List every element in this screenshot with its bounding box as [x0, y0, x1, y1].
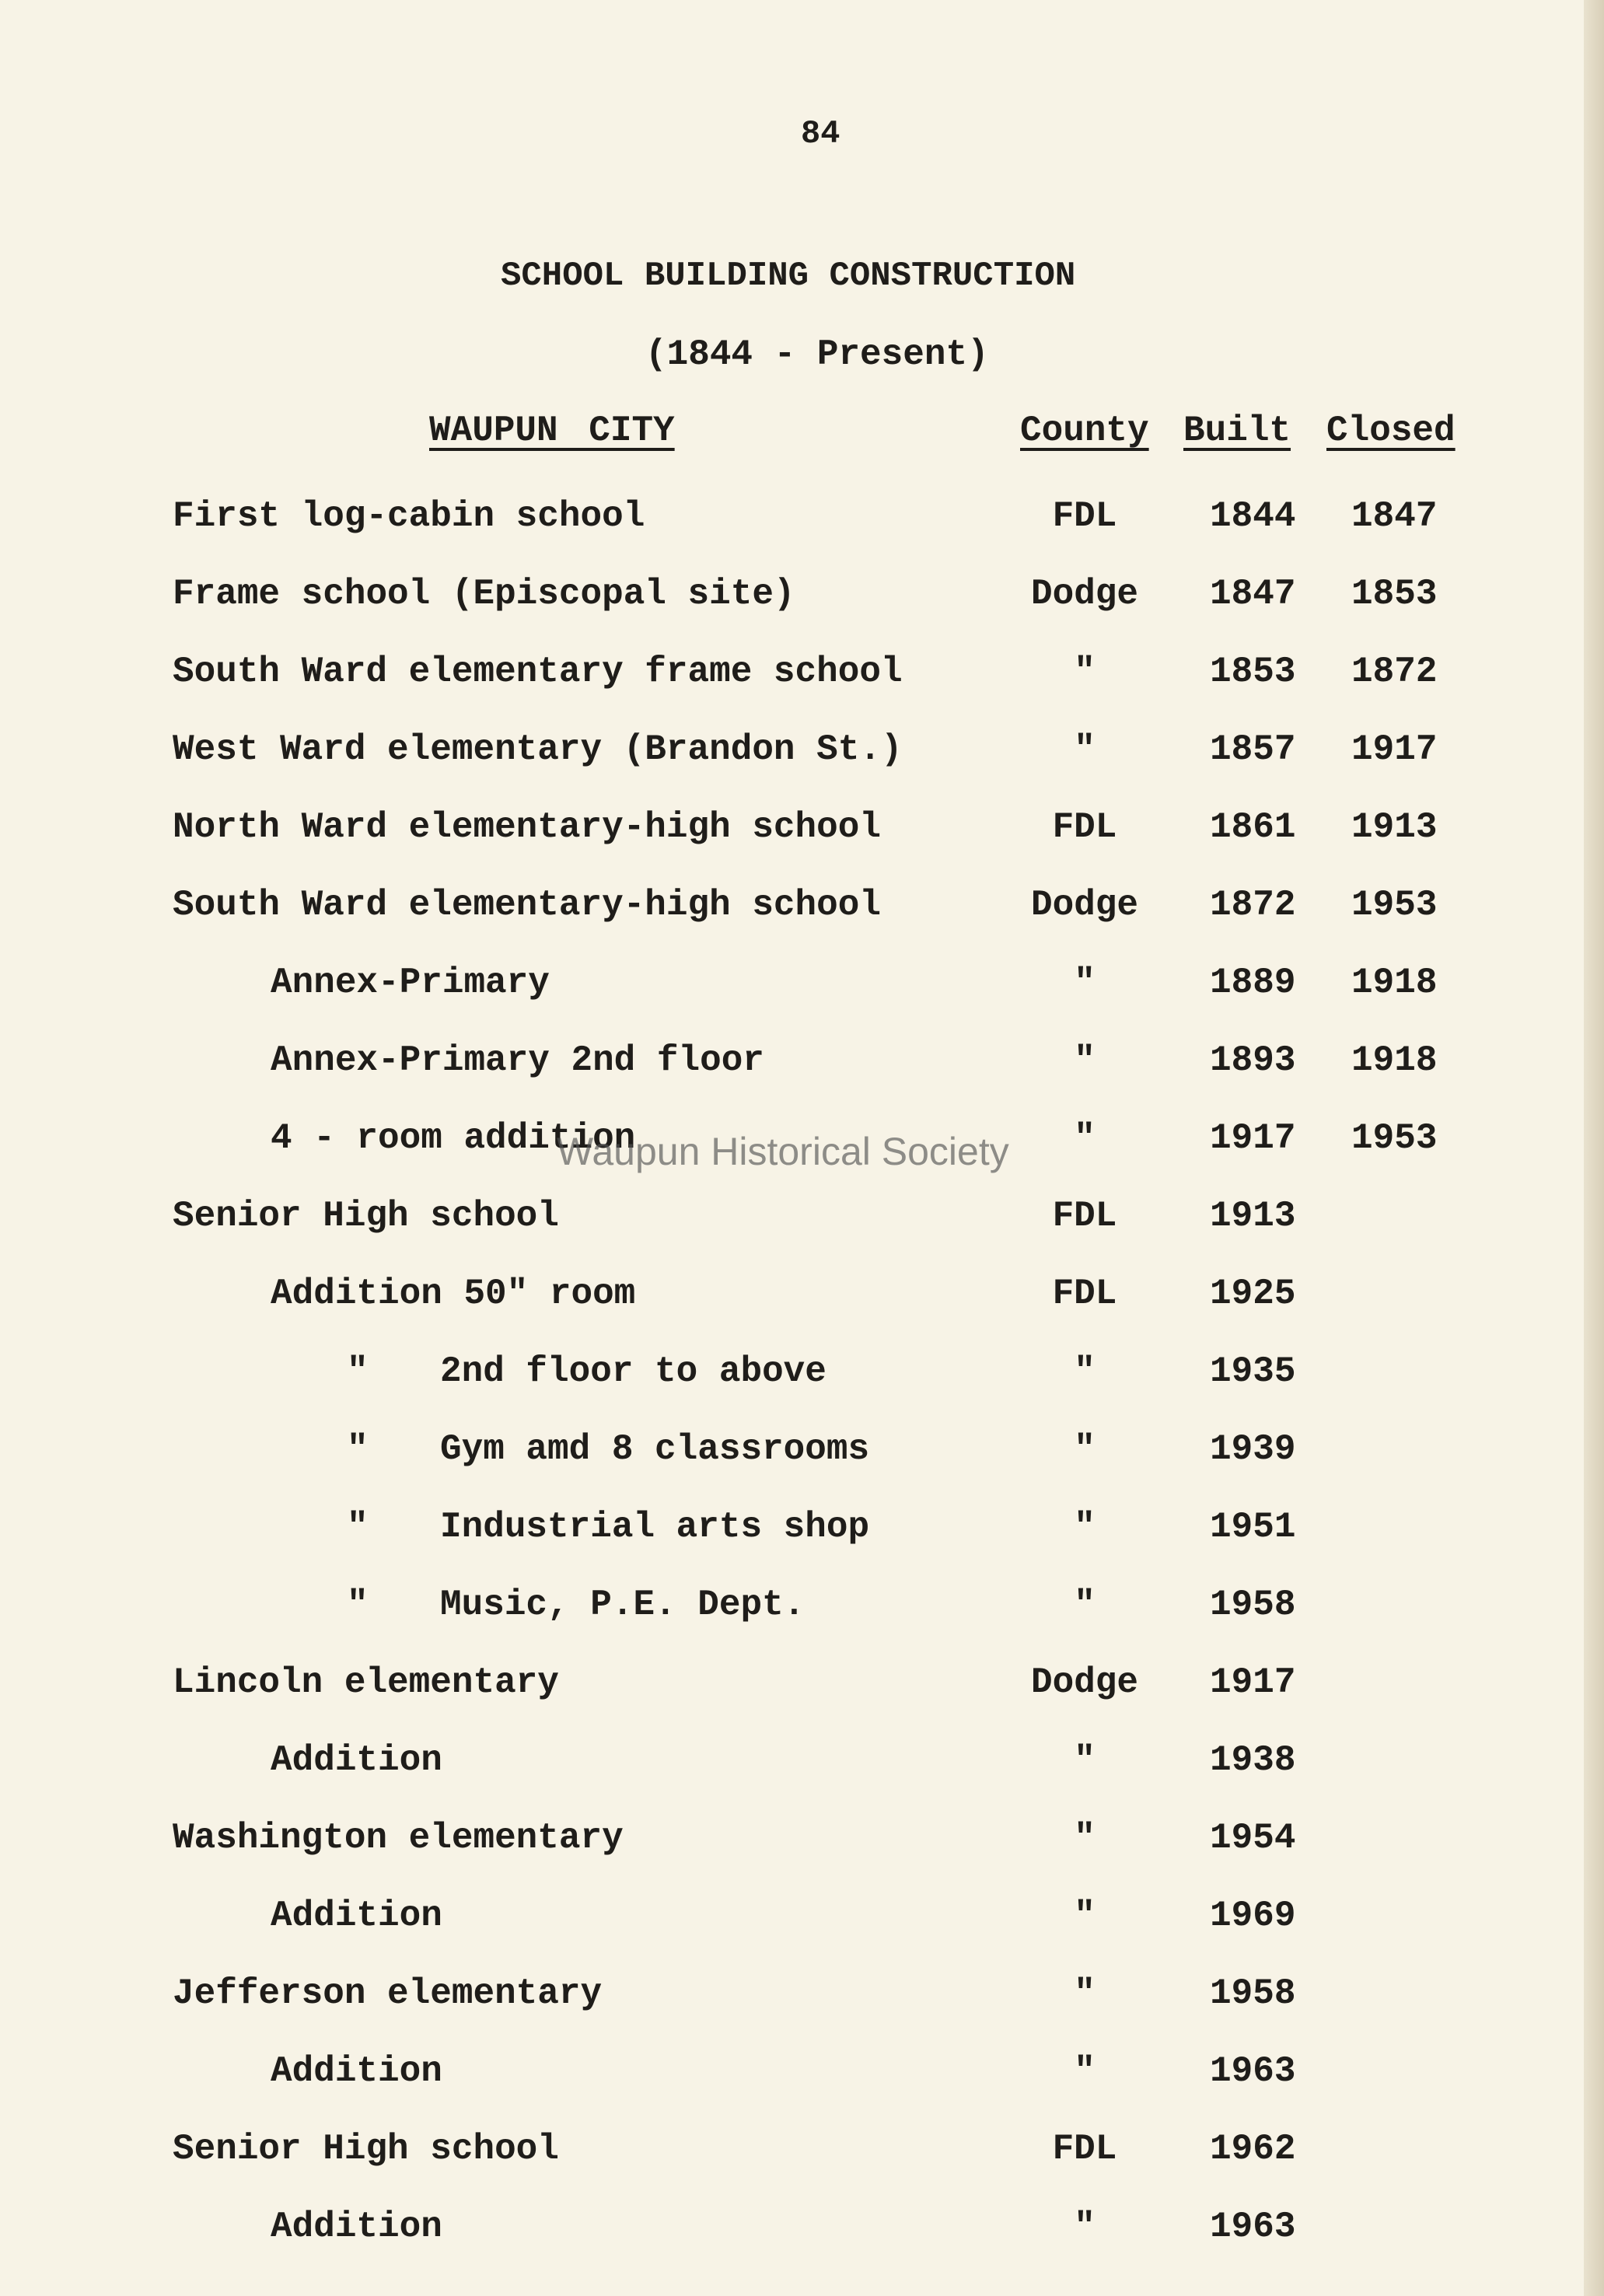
built-year: 1913	[1210, 1196, 1296, 1236]
table-row	[0, 2203, 1604, 2250]
school-name: North Ward elementary-high school	[173, 807, 881, 847]
school-name: Senior High school	[173, 2129, 559, 2169]
school-name: Addition	[271, 2051, 442, 2092]
ditto-mark: "	[347, 1351, 369, 1392]
ditto-mark: "	[347, 1429, 369, 1470]
county: "	[1074, 729, 1096, 770]
school-name: Lincoln elementary	[173, 1662, 559, 1703]
school-name: West Ward elementary (Brandon St.)	[173, 729, 903, 770]
county: "	[1074, 652, 1096, 692]
school-name: Washington elementary	[173, 1818, 624, 1858]
built-year: 1917	[1210, 1662, 1296, 1703]
table-row	[0, 1504, 1604, 1550]
county: "	[1074, 1585, 1096, 1625]
page-title: SCHOOL BUILDING CONSTRUCTION	[501, 257, 1076, 295]
header-built: Built	[1183, 411, 1291, 451]
built-year: 1962	[1210, 2129, 1296, 2169]
built-year: 1844	[1210, 496, 1296, 536]
built-year: 1872	[1210, 885, 1296, 925]
county: "	[1074, 1118, 1096, 1158]
table-row	[0, 1659, 1604, 1706]
county: "	[1074, 1818, 1096, 1858]
built-year: 1857	[1210, 729, 1296, 770]
closed-year: 1847	[1351, 496, 1438, 536]
closed-year: 1917	[1351, 729, 1438, 770]
table-row	[0, 726, 1604, 773]
school-name: First log-cabin school	[173, 496, 645, 536]
closed-year: 1918	[1351, 963, 1438, 1003]
built-year: 1938	[1210, 1740, 1296, 1781]
closed-year: 1953	[1351, 885, 1438, 925]
built-year: 1958	[1210, 1585, 1296, 1625]
closed-year: 1872	[1351, 652, 1438, 692]
school-name: Addition	[271, 1896, 442, 1936]
table-row	[0, 2048, 1604, 2095]
built-year: 1889	[1210, 963, 1296, 1003]
closed-year: 1853	[1351, 574, 1438, 614]
school-name: Industrial arts shop	[440, 1507, 870, 1547]
watermark: Waupun Historical Society	[557, 1130, 1009, 1173]
built-year: 1939	[1210, 1429, 1296, 1470]
built-year: 1853	[1210, 652, 1296, 692]
school-name: Addition 50" room	[271, 1274, 636, 1314]
header-county: County	[1020, 411, 1149, 451]
school-name: Addition	[271, 2207, 442, 2247]
closed-year: 1913	[1351, 807, 1438, 847]
table-row	[0, 1892, 1604, 1939]
table-row	[0, 2126, 1604, 2172]
table-row	[0, 1970, 1604, 2017]
county: FDL	[1052, 496, 1117, 536]
table-row	[0, 648, 1604, 695]
school-name: Music, P.E. Dept.	[440, 1585, 805, 1625]
county: FDL	[1052, 2129, 1117, 2169]
built-year: 1969	[1210, 1896, 1296, 1936]
built-year: 1963	[1210, 2051, 1296, 2092]
school-name: Frame school (Episcopal site)	[173, 574, 795, 614]
county: "	[1074, 2207, 1096, 2247]
header-closed: Closed	[1326, 411, 1455, 451]
county: "	[1074, 963, 1096, 1003]
built-year: 1954	[1210, 1818, 1296, 1858]
closed-year: 1918	[1351, 1040, 1438, 1081]
table-row	[0, 1737, 1604, 1784]
school-name: Annex-Primary 2nd floor	[271, 1040, 764, 1081]
ditto-mark: "	[347, 1585, 369, 1625]
table-row	[0, 1037, 1604, 1084]
county: Dodge	[1030, 574, 1139, 614]
closed-year: 1953	[1351, 1118, 1438, 1158]
table-row	[0, 1581, 1604, 1628]
county: "	[1074, 1507, 1096, 1547]
county: FDL	[1052, 807, 1117, 847]
built-year: 1861	[1210, 807, 1296, 847]
county: Dodge	[1030, 885, 1139, 925]
county: "	[1074, 1740, 1096, 1781]
built-year: 1893	[1210, 1040, 1296, 1081]
table-row	[0, 493, 1604, 540]
county: "	[1074, 1429, 1096, 1470]
county: "	[1074, 1040, 1096, 1081]
school-name: Jefferson elementary	[173, 1973, 603, 2014]
page-number: 84	[801, 115, 840, 152]
table-row	[0, 959, 1604, 1006]
county: FDL	[1052, 1196, 1117, 1236]
table-row	[0, 882, 1604, 928]
built-year: 1935	[1210, 1351, 1296, 1392]
header-section: WAUPUN CITY	[429, 411, 675, 451]
built-year: 1925	[1210, 1274, 1296, 1314]
school-name: Senior High school	[173, 1196, 559, 1236]
page-subtitle: (1844 - Present)	[645, 334, 989, 375]
table-row	[0, 1270, 1604, 1317]
built-year: 1958	[1210, 1973, 1296, 2014]
table-row	[0, 1815, 1604, 1861]
school-name: Annex-Primary	[271, 963, 550, 1003]
county: "	[1074, 1973, 1096, 2014]
county: "	[1074, 1351, 1096, 1392]
school-name: South Ward elementary frame school	[173, 652, 903, 692]
school-name: Addition	[271, 1740, 442, 1781]
built-year: 1963	[1210, 2207, 1296, 2247]
ditto-mark: "	[347, 1507, 369, 1547]
table-row	[0, 1193, 1604, 1239]
school-name: 4 - room addition	[271, 1118, 636, 1158]
table-row	[0, 804, 1604, 851]
county: "	[1074, 1896, 1096, 1936]
school-name: 2nd floor to above	[440, 1351, 826, 1392]
table-row	[0, 571, 1604, 617]
county: Dodge	[1030, 1662, 1139, 1703]
school-name: South Ward elementary-high school	[173, 885, 881, 925]
county: "	[1074, 2051, 1096, 2092]
table-row	[0, 1426, 1604, 1473]
table-row	[0, 1348, 1604, 1395]
built-year: 1917	[1210, 1118, 1296, 1158]
built-year: 1951	[1210, 1507, 1296, 1547]
built-year: 1847	[1210, 574, 1296, 614]
county: FDL	[1052, 1274, 1117, 1314]
school-name: Gym amd 8 classrooms	[440, 1429, 870, 1470]
